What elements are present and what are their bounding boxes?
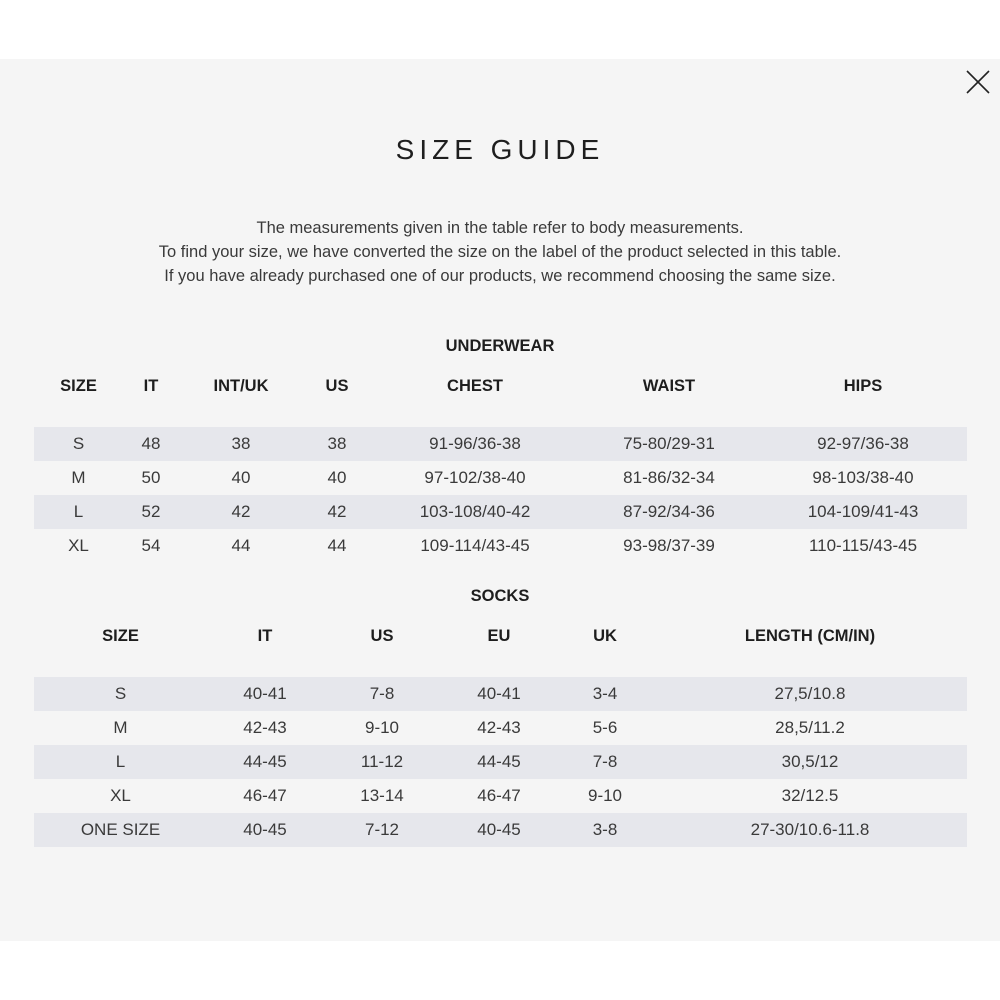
intro-text bbox=[0, 216, 1000, 288]
column-header: SIZE bbox=[102, 627, 139, 645]
table-cell: ONE SIZE bbox=[34, 813, 207, 847]
table-cell: 81-86/32-34 bbox=[623, 468, 715, 487]
table-cell: 46-47 bbox=[477, 786, 521, 805]
underwear-table bbox=[34, 365, 967, 563]
table-cell: 104-109/41-43 bbox=[759, 495, 967, 529]
table-cell: 13-14 bbox=[360, 786, 404, 805]
table-cell: 103-108/40-42 bbox=[371, 495, 579, 529]
socks-table bbox=[34, 615, 967, 847]
intro-line: To find your size, we have converted the size on the label of the product selected in this table. bbox=[158, 243, 842, 261]
table-cell: 87-92/34-36 bbox=[579, 495, 759, 529]
table-row bbox=[34, 677, 967, 711]
close-button[interactable] bbox=[962, 68, 992, 98]
table-cell: 27-30/10.6-11.8 bbox=[653, 813, 967, 847]
table-cell: 7-12 bbox=[323, 813, 441, 847]
table-cell: 9-10 bbox=[364, 718, 400, 737]
column-header: LENGTH (CM/IN) bbox=[744, 627, 876, 645]
table-cell: 40-45 bbox=[441, 813, 557, 847]
table-cell: 42 bbox=[303, 495, 371, 529]
underwear-section-title: UNDERWEAR bbox=[445, 337, 555, 355]
table-cell: 52 bbox=[123, 495, 179, 529]
column-header: WAIST bbox=[642, 377, 696, 395]
table-cell: 40 bbox=[231, 468, 251, 487]
table-cell: 44 bbox=[231, 536, 251, 555]
close-icon bbox=[962, 68, 992, 98]
table-cell: 40-41 bbox=[441, 677, 557, 711]
table-cell: 38 bbox=[303, 427, 371, 461]
table-cell: L bbox=[34, 495, 123, 529]
table-cell: 44 bbox=[327, 536, 347, 555]
table-cell: 11-12 bbox=[323, 745, 441, 779]
table-row bbox=[34, 813, 967, 847]
table-cell: 109-114/43-45 bbox=[420, 536, 530, 555]
column-header: UK bbox=[593, 627, 617, 645]
column-header: INT/UK bbox=[213, 377, 269, 395]
table-cell: 91-96/36-38 bbox=[371, 427, 579, 461]
column-header: IT bbox=[143, 377, 159, 395]
table-cell: S bbox=[34, 427, 123, 461]
table-cell: S bbox=[34, 677, 207, 711]
table-cell: 110-115/43-45 bbox=[808, 536, 918, 555]
table-row bbox=[34, 427, 967, 461]
table-cell: 75-80/29-31 bbox=[579, 427, 759, 461]
column-header: EU bbox=[487, 627, 511, 645]
table-cell: 54 bbox=[141, 536, 161, 555]
table-row bbox=[34, 461, 967, 495]
table-row bbox=[34, 745, 967, 779]
socks-section-title: SOCKS bbox=[470, 587, 530, 605]
table-cell: 40 bbox=[327, 468, 347, 487]
table-cell: 98-103/38-40 bbox=[812, 468, 914, 487]
table-cell: 5-6 bbox=[592, 718, 618, 737]
table-header-row bbox=[34, 365, 967, 427]
table-cell: 40-41 bbox=[207, 677, 323, 711]
table-cell: 32/12.5 bbox=[781, 786, 839, 805]
column-header: SIZE bbox=[60, 377, 97, 395]
table-header-row bbox=[34, 615, 967, 677]
table-row bbox=[34, 495, 967, 529]
table-cell: 9-10 bbox=[587, 786, 623, 805]
table-cell: M bbox=[71, 468, 86, 487]
intro-line: If you have already purchased one of our products, we recommend choosing the same size. bbox=[164, 267, 836, 285]
table-cell: 7-8 bbox=[323, 677, 441, 711]
table-row bbox=[34, 529, 967, 563]
column-header: US bbox=[325, 377, 349, 395]
column-header: IT bbox=[257, 627, 273, 645]
table-cell: 40-45 bbox=[207, 813, 323, 847]
table-cell: 42 bbox=[179, 495, 303, 529]
table-cell: XL bbox=[110, 786, 131, 805]
table-cell: 44-45 bbox=[441, 745, 557, 779]
table-cell: 42-43 bbox=[243, 718, 287, 737]
table-cell: 30,5/12 bbox=[653, 745, 967, 779]
table-cell: M bbox=[113, 718, 128, 737]
table-cell: 93-98/37-39 bbox=[623, 536, 715, 555]
table-cell: 7-8 bbox=[557, 745, 653, 779]
table-cell: 92-97/36-38 bbox=[759, 427, 967, 461]
table-cell: 3-8 bbox=[557, 813, 653, 847]
table-row bbox=[34, 779, 967, 813]
table-cell: XL bbox=[68, 536, 89, 555]
table-cell: 3-4 bbox=[557, 677, 653, 711]
column-header: CHEST bbox=[447, 377, 503, 395]
table-cell: 50 bbox=[141, 468, 161, 487]
page-title: SIZE GUIDE bbox=[395, 134, 605, 165]
table-cell: 38 bbox=[179, 427, 303, 461]
table-cell: 28,5/11.2 bbox=[775, 718, 845, 737]
column-header: HIPS bbox=[843, 377, 883, 395]
table-cell: 46-47 bbox=[243, 786, 287, 805]
table-cell: 97-102/38-40 bbox=[424, 468, 526, 487]
table-cell: L bbox=[34, 745, 207, 779]
intro-line: The measurements given in the table refer to body measurements. bbox=[256, 219, 744, 237]
table-row bbox=[34, 711, 967, 745]
table-cell: 48 bbox=[123, 427, 179, 461]
table-cell: 42-43 bbox=[477, 718, 521, 737]
size-guide-modal bbox=[0, 59, 1000, 941]
table-cell: 27,5/10.8 bbox=[653, 677, 967, 711]
column-header: US bbox=[370, 627, 394, 645]
table-cell: 44-45 bbox=[207, 745, 323, 779]
